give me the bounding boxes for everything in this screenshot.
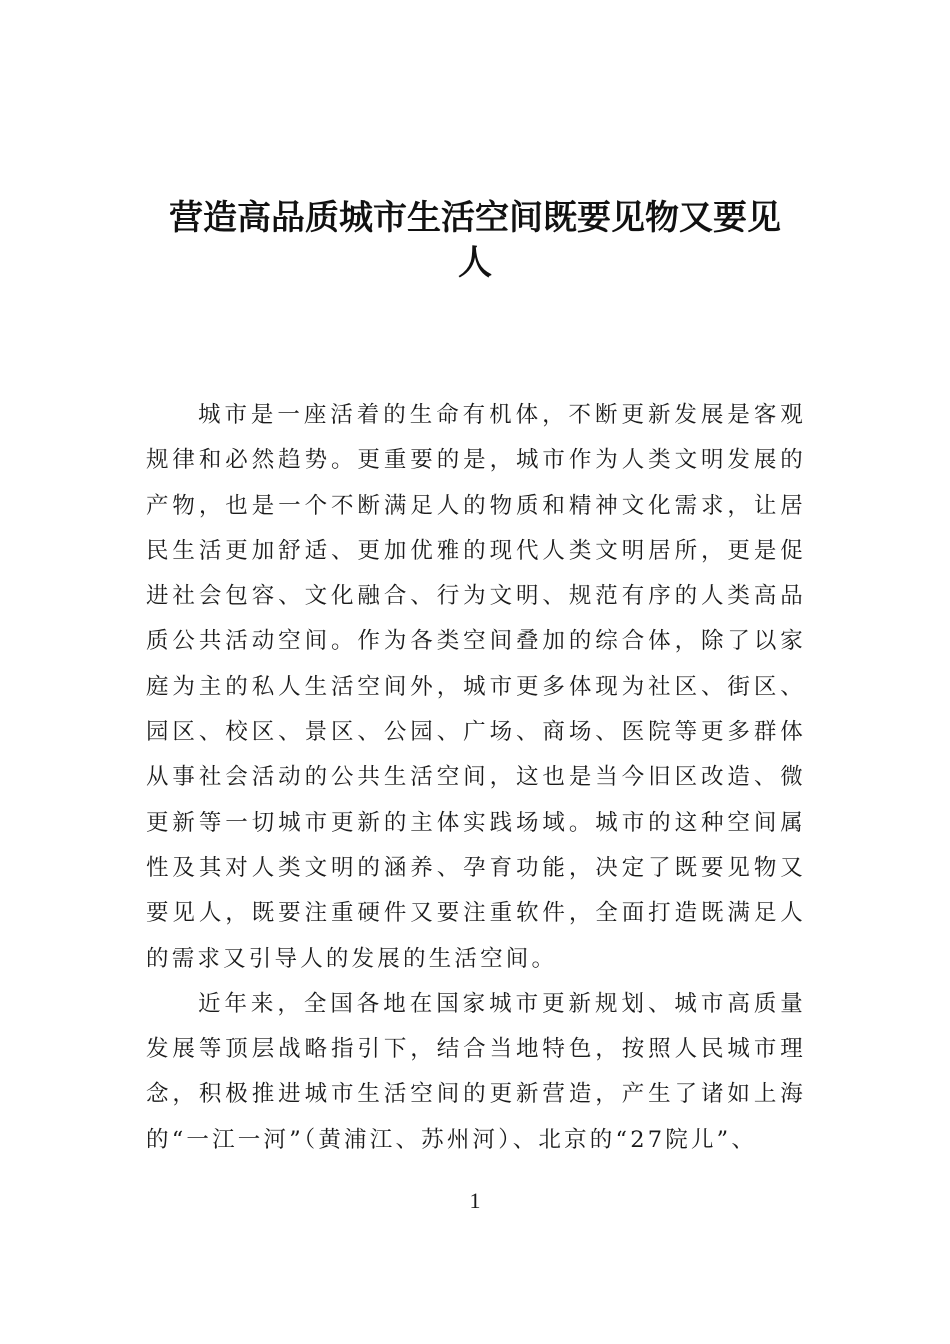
document-title-line-2: 人 xyxy=(458,243,492,283)
document-title-line-1: 营造高品质城市生活空间既要见物又要见 xyxy=(169,198,781,238)
document-body xyxy=(146,393,806,1163)
paragraph-1: 城市是一座活着的生命有机体，不断更新发展是客观规律和必然趋势。更重要的是，城市作为人类文明发展的产物，也是一个不断满足人的物质和精神文化需求，让居民生活更加舒适、更加优雅的现代人类文明居所，更是促进社会包容、文化融合、行为文明、规范有序的人类高品质公共活动空间。作为各类空间叠加的综合体，除了以家庭为主的私人生活空间外，城市更多体现为社区、街区、园区、校区、景区、公园、广场、商场、医院等更多群体从事社会活动的公共生活空间，这也是当今旧区改造、微更新等一切城市更新的主体实践场域。城市的这种空间属性及其对人类文明的涵养、孕育功能，决定了既要见物又要见人，既要注重硬件又要注重软件，全面打造既满足人的需求又引导人的发展的生活空间。 xyxy=(146,402,806,972)
paragraph-2: 近年来，全国各地在国家城市更新规划、城市高质量发展等顶层战略指引下，结合当地特色，按照人民城市理念，积极推进城市生活空间的更新营造，产生了诸如上海的“一江一河”（黄浦江、苏州河）、北京的“27院儿”、 xyxy=(146,990,806,1153)
page-number: 1 xyxy=(469,1188,481,1213)
